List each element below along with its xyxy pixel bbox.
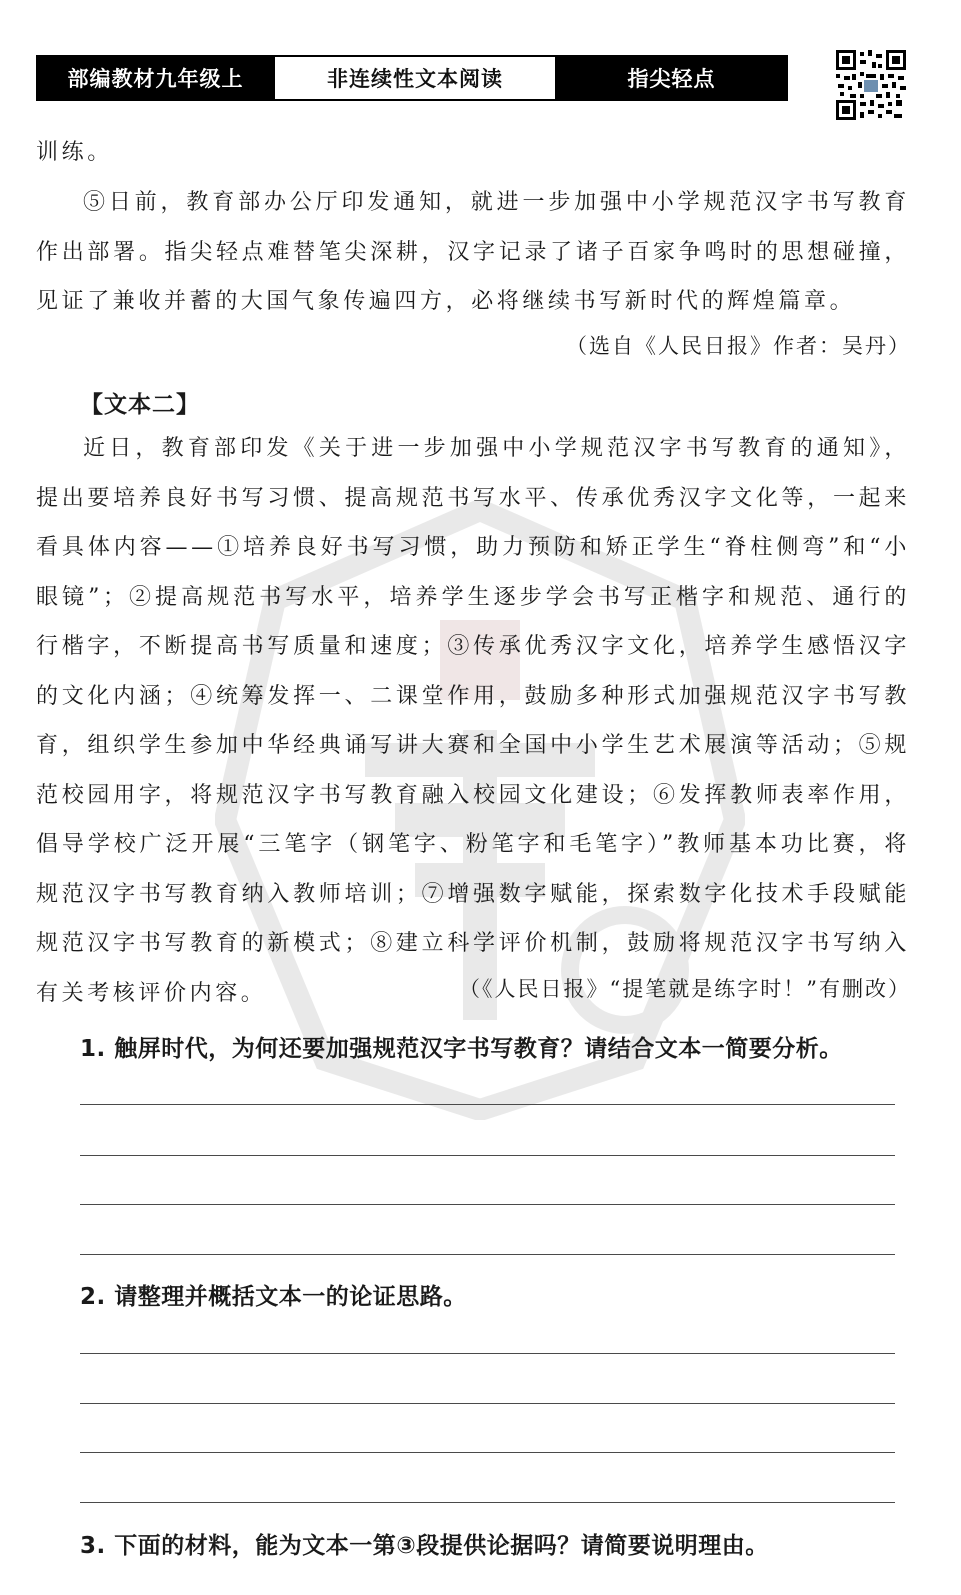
text2-body: 近日，教育部印发《关于进一步加强中小学规范汉字书写教育的通知》，提出要培养良好书写习惯、提高规范书写水平、传承优秀汉字文化等，一起来看具体内容——①培养良好书写习惯，助力预防和矫正学生“脊柱侧弯”和“小眼镜”；②提高规范书写水平，培养学生逐步学会书写正楷字和规范、通行的行楷字，不断提高书写质量和速度；③传承优秀汉字文化，培养学生感悟汉字的文化内涵；④统筹发挥一、二课堂作用，鼓励多种形式加强规范汉字书写教育，组织学生参加中华经典诵写讲大赛和全国中小学生艺术展演等活动；⑤规范校园用字，将规范汉字书写教育融入校园文化建设；⑥发挥教师表率作用，倡导学校广泛开展“三笔字（钢笔字、粉笔字和毛笔字）”教师基本功比赛，将规范汉字书写教育纳入教师培训；⑦增强数字赋能，探索数字化技术手段赋能规范汉字书写教育的新模式；⑧建立科学评价机制，鼓励将规范汉字书写纳入有关考核评价内容。 <box>36 436 910 1006</box>
question-2: 2. 请整理并概括文本一的论证思路。 <box>80 1284 467 1310</box>
answer-line[interactable] <box>80 1353 895 1354</box>
answer-line[interactable] <box>80 1502 895 1503</box>
answer-line[interactable] <box>80 1155 895 1156</box>
answer-line[interactable] <box>80 1254 895 1255</box>
page-header <box>36 55 788 101</box>
answer-line[interactable] <box>80 1104 895 1105</box>
question-3: 3. 下面的材料，能为文本一第③段提供论据吗？请简要说明理由。 <box>80 1533 769 1559</box>
answer-line[interactable] <box>80 1452 895 1453</box>
question-1: 1. 触屏时代，为何还要加强规范汉字书写教育？请结合文本一简要分析。 <box>80 1036 843 1062</box>
answer-line[interactable] <box>80 1403 895 1404</box>
header-textbook: 部编教材九年级上 <box>38 57 273 99</box>
header-topic: 非连续性文本阅读 <box>273 57 557 99</box>
text2-title: 【文本二】 <box>80 392 200 418</box>
text1-paragraph-5: ⑤日前，教育部办公厅印发通知，就进一步加强中小学规范汉字书写教育作出部署。指尖轻点难替笔尖深耕，汉字记录了诸子百家争鸣时的思想碰撞，见证了兼收并蓄的大国气象传遍四方，必将继续书写新时代的辉煌篇章。 <box>36 190 910 314</box>
answer-line[interactable] <box>80 1204 895 1205</box>
text2-source: （《人民日报》“提笔就是练字时！”有删改） <box>459 977 911 1001</box>
header-lesson: 指尖轻点 <box>557 57 786 99</box>
text1-source: （选自《人民日报》作者：吴丹） <box>566 334 911 358</box>
qr-code-icon <box>836 50 906 120</box>
text1-tail: 训练。 <box>36 140 113 165</box>
